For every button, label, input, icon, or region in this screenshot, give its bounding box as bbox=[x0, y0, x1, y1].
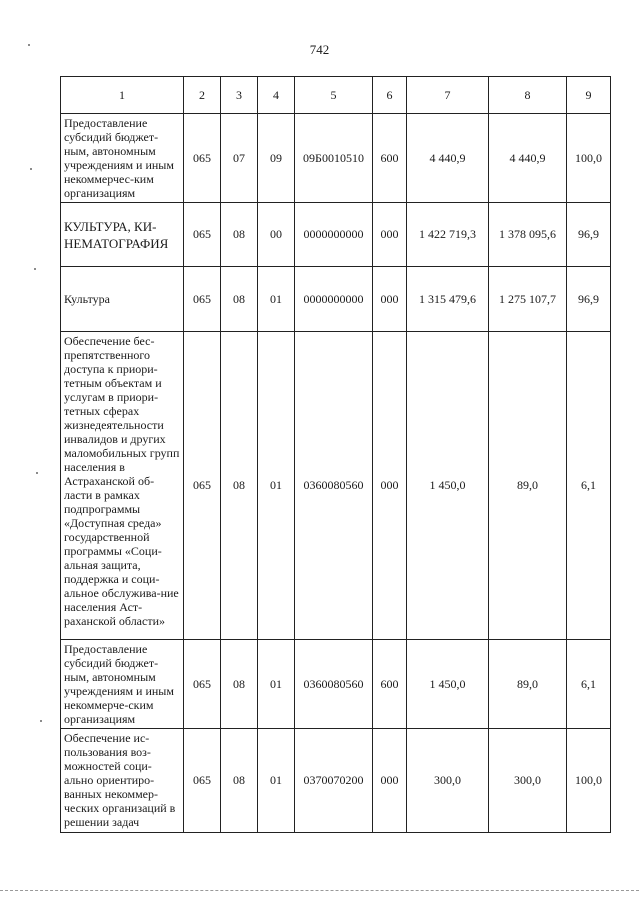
table-cell: 065 bbox=[184, 729, 221, 833]
table-cell: 000 bbox=[373, 729, 407, 833]
table-cell: 09Б0010510 bbox=[295, 114, 373, 203]
table-cell: 09 bbox=[258, 114, 295, 203]
page-number: 742 bbox=[309, 42, 330, 57]
table-cell: 96,9 bbox=[567, 203, 611, 267]
table-cell: 1 450,0 bbox=[407, 640, 489, 729]
scan-speck bbox=[40, 720, 42, 722]
table-cell: 000 bbox=[373, 203, 407, 267]
header-cell: 2 bbox=[184, 77, 221, 114]
table-cell: 96,9 bbox=[567, 267, 611, 332]
table-cell: 01 bbox=[258, 332, 295, 640]
header-cell: 1 bbox=[61, 77, 184, 114]
table-cell: 6,1 bbox=[567, 640, 611, 729]
table-cell: 0360080560 bbox=[295, 332, 373, 640]
table-cell: 89,0 bbox=[489, 640, 567, 729]
budget-table bbox=[60, 76, 611, 833]
table-cell: 1 315 479,6 bbox=[407, 267, 489, 332]
table-cell: 065 bbox=[184, 114, 221, 203]
table-cell: 01 bbox=[258, 267, 295, 332]
row-name-cell: Обеспечение ис-пользования воз-можностей соци-ально ориентиро-ванных некоммер-ческих организаций в решении задач bbox=[61, 729, 184, 833]
table-cell: 01 bbox=[258, 729, 295, 833]
table-cell: 600 bbox=[373, 640, 407, 729]
header-cell: 3 bbox=[221, 77, 258, 114]
header-cell: 8 bbox=[489, 77, 567, 114]
table-cell: 00 bbox=[258, 203, 295, 267]
table-cell: 4 440,9 bbox=[407, 114, 489, 203]
header-cell: 4 bbox=[258, 77, 295, 114]
table-cell: 89,0 bbox=[489, 332, 567, 640]
table-cell: 100,0 bbox=[567, 729, 611, 833]
table-row bbox=[61, 640, 611, 729]
table-cell: 08 bbox=[221, 729, 258, 833]
table-cell: 065 bbox=[184, 640, 221, 729]
row-name-cell: Культура bbox=[61, 267, 184, 332]
table-cell: 0370070200 bbox=[295, 729, 373, 833]
scan-speck bbox=[34, 268, 36, 270]
table-row bbox=[61, 332, 611, 640]
table-cell: 600 bbox=[373, 114, 407, 203]
table-cell: 300,0 bbox=[489, 729, 567, 833]
scan-edge-line bbox=[0, 890, 639, 891]
table-row bbox=[61, 267, 611, 332]
table-cell: 6,1 bbox=[567, 332, 611, 640]
table-cell: 08 bbox=[221, 267, 258, 332]
table-cell: 065 bbox=[184, 267, 221, 332]
table-cell: 000 bbox=[373, 267, 407, 332]
row-name-cell: КУЛЬТУРА, КИ-НЕМАТОГРАФИЯ bbox=[61, 203, 184, 267]
table-cell: 1 378 095,6 bbox=[489, 203, 567, 267]
table-cell: 4 440,9 bbox=[489, 114, 567, 203]
header-cell: 6 bbox=[373, 77, 407, 114]
header-cell: 9 bbox=[567, 77, 611, 114]
table-cell: 0000000000 bbox=[295, 203, 373, 267]
table-cell: 000 bbox=[373, 332, 407, 640]
table-cell: 0360080560 bbox=[295, 640, 373, 729]
row-name-cell: Предоставление субсидий бюджет-ным, автономным учреждениям и иным некоммерче-ским организациям bbox=[61, 640, 184, 729]
table-cell: 300,0 bbox=[407, 729, 489, 833]
table-cell: 07 bbox=[221, 114, 258, 203]
table-cell: 01 bbox=[258, 640, 295, 729]
table-cell: 08 bbox=[221, 203, 258, 267]
row-name-cell: Обеспечение бес-препятственного доступа к приори-тетным объектам и услугам в приори-тетных сферах жизнедеятельности инвалидов и других маломобильных групп населения в Астраханской об-ласти в рамках подпрограммы «Доступная среда» государственной программы «Соци-альная защита, поддержка и соци-альное обслужива-ние населения Аст-раханской области» bbox=[61, 332, 184, 640]
scan-speck bbox=[36, 472, 38, 474]
row-name-cell: Предоставление субсидий бюджет-ным, автономным учреждениям и иным некоммерчес-ким организациям bbox=[61, 114, 184, 203]
table-cell: 08 bbox=[221, 640, 258, 729]
table-cell: 08 bbox=[221, 332, 258, 640]
table-cell: 0000000000 bbox=[295, 267, 373, 332]
table-cell: 1 450,0 bbox=[407, 332, 489, 640]
table-row bbox=[61, 114, 611, 203]
header-cell: 5 bbox=[295, 77, 373, 114]
header-row bbox=[61, 77, 611, 114]
table-cell: 100,0 bbox=[567, 114, 611, 203]
table-row bbox=[61, 729, 611, 833]
scan-speck bbox=[28, 44, 30, 46]
table-cell: 065 bbox=[184, 203, 221, 267]
table-cell: 1 422 719,3 bbox=[407, 203, 489, 267]
table-cell: 1 275 107,7 bbox=[489, 267, 567, 332]
scan-speck bbox=[30, 168, 32, 170]
header-cell: 7 bbox=[407, 77, 489, 114]
table-row bbox=[61, 203, 611, 267]
table-cell: 065 bbox=[184, 332, 221, 640]
